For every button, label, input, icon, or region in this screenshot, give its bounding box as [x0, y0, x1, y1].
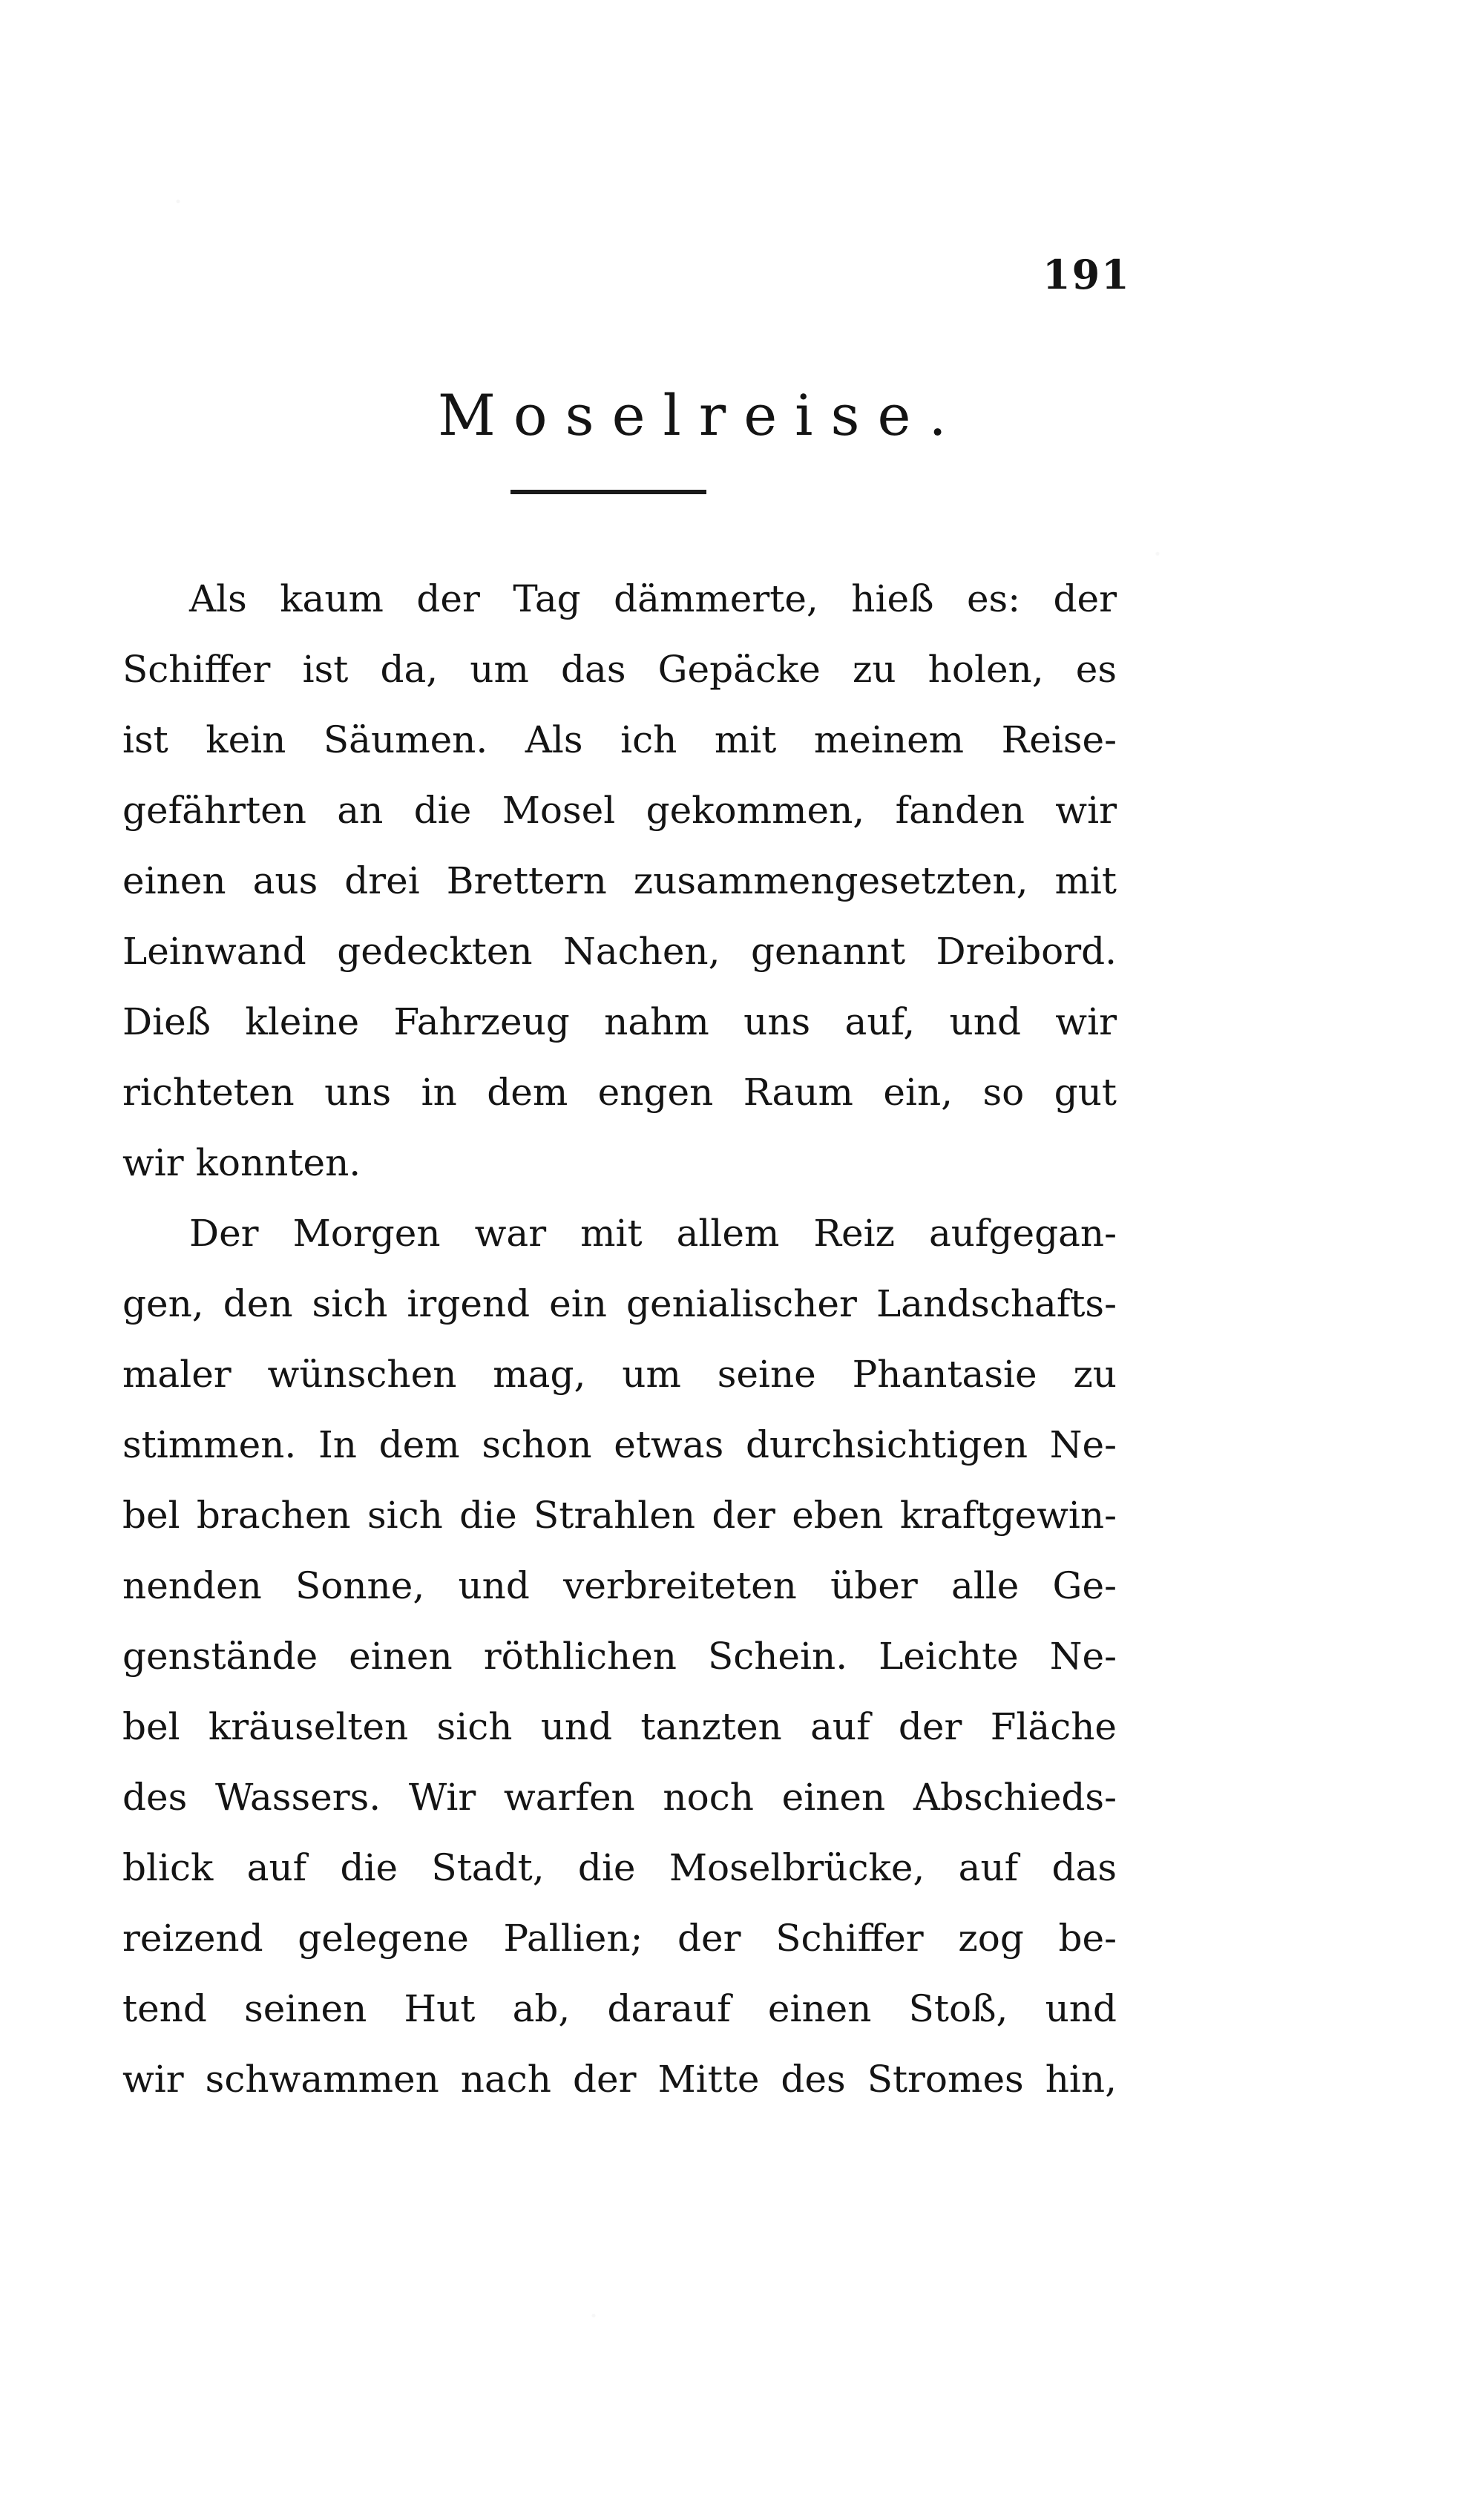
text-line: Schiffer ist da, um das Gepäcke zu holen, es: [122, 648, 1117, 691]
text-line: gen, den sich irgend ein genialischer Landschafts-: [122, 1282, 1117, 1325]
text-line: bel brachen sich die Strahlen der eben kraftgewin-: [122, 1494, 1117, 1537]
text-line: stimmen. In dem schon etwas durchsichtigen Ne-: [122, 1423, 1117, 1466]
text-line: einen aus drei Brettern zusammengesetzten, mit: [122, 859, 1117, 902]
body-text: [122, 564, 1117, 2115]
text-line: ist kein Säumen. Als ich mit meinem Reise-: [122, 718, 1117, 761]
chapter-title: Moselreise.: [438, 382, 965, 448]
text-line: wir schwammen nach der Mitte des Stromes hin,: [122, 2058, 1117, 2101]
text-line: wir konnten.: [122, 1141, 361, 1184]
text-line: Als kaum der Tag dämmerte, hieß es: der: [189, 577, 1117, 620]
text-line: nenden Sonne, und verbreiteten über alle Ge-: [122, 1564, 1117, 1607]
text-line: richteten uns in dem engen Raum ein, so gut: [122, 1071, 1117, 1114]
text-line: maler wünschen mag, um seine Phantasie zu: [122, 1353, 1117, 1396]
text-line: bel kräuselten sich und tanzten auf der Fläche: [122, 1705, 1117, 1748]
text-line: gefährten an die Mosel gekommen, fanden wir: [122, 789, 1117, 832]
text-line: Der Morgen war mit allem Reiz aufgegan-: [189, 1212, 1117, 1255]
text-line: Leinwand gedeckten Nachen, genannt Dreibord.: [122, 930, 1117, 973]
text-line: blick auf die Stadt, die Moselbrücke, auf das: [122, 1846, 1117, 1889]
title-rule: [510, 490, 706, 494]
text-line: des Wassers. Wir warfen noch einen Abschieds-: [122, 1776, 1117, 1819]
text-line: genstände einen röthlichen Schein. Leichte Ne-: [122, 1635, 1117, 1678]
text-line: reizend gelegene Pallien; der Schiffer zog be-: [122, 1917, 1117, 1960]
page-number: 191: [1043, 251, 1131, 298]
text-line: tend seinen Hut ab, darauf einen Stoß, und: [122, 1987, 1117, 2030]
text-line: Dieß kleine Fahrzeug nahm uns auf, und wir: [122, 1000, 1117, 1043]
